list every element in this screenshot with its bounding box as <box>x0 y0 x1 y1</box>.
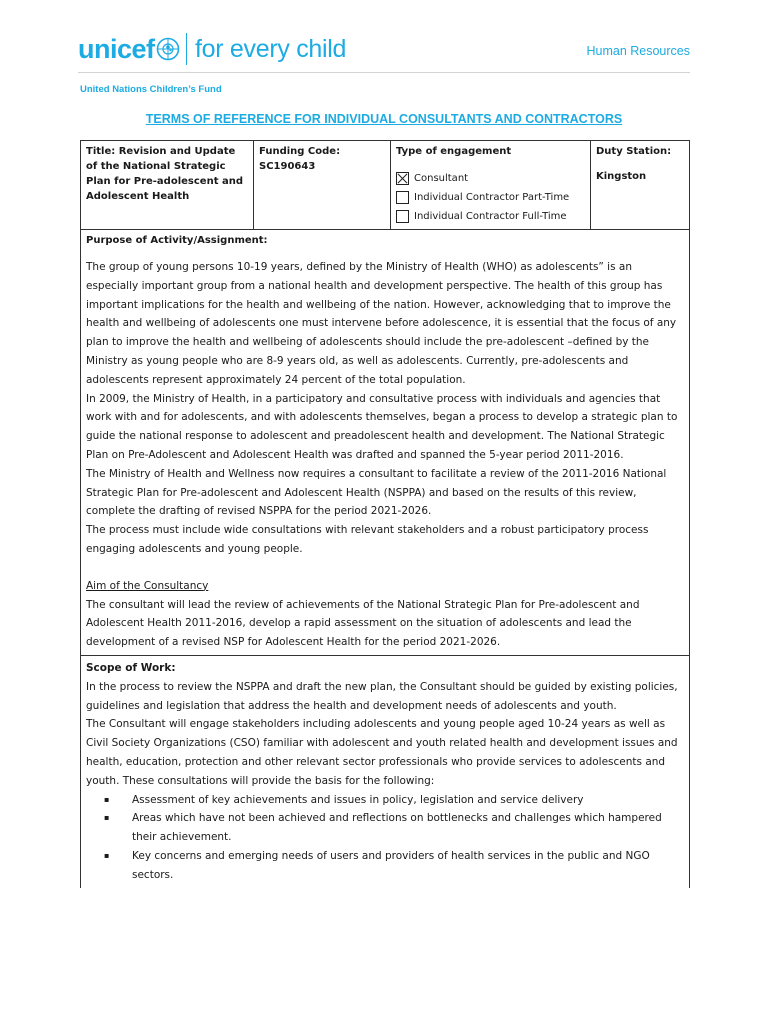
purpose-paragraph: In 2009, the Ministry of Health, in a participatory and consultative process with individuals and agencies that work with and for adolescents, and with adolescents themselves, began a process to develop a strategic plan to guide the national response to adolescent and preadolescent health and development. The National Strategic Plan on Pre-Adolescent and Adolescent Health was drafted and spanned the 5-year period 2011-2016. <box>86 392 678 461</box>
purpose-paragraph: The Ministry of Health and Wellness now requires a consultant to facilitate a review of the 2011-2016 National Strategic Plan for Pre-adolescent and Adolescent Health (NSPPA) and based on the results of this review, complete the drafting of revised NSPPA for the period 2021-2026. <box>86 467 667 518</box>
purpose-paragraph: The group of young persons 10-19 years, defined by the Ministry of Health (WHO) as adolescents” is an especially important group from a national health and development perspective. The health of this group has important implications for the health and wellbeing of the nation. However, acknowledging that to improve the health and wellbeing of adolescents one must intervene before adolescence, it is essential that the focus of any plan to improve the health and wellbeing of adolescents should include the pre-adolescent –defined by the Ministry as young people who are 8-9 years old, as well as adolescents. Currently, pre-adolescents and adolescents represent approximately 24 percent of the total population. <box>86 261 677 386</box>
assignment-title: Title: Revision and Update of the National Strategic Plan for Pre-adolescent and Adolescent Health <box>86 146 243 202</box>
terms-of-reference-table <box>80 140 690 888</box>
unicef-logo <box>78 32 346 66</box>
engagement-cell <box>391 141 591 230</box>
page-header <box>78 30 690 74</box>
scope-paragraph: The Consultant will engage stakeholders including adolescents and young people aged 10-24 years as well as Civil Society Organizations (CSO) familiar with adolescent and youth related health and development issues and health, education, protection and other relevant sector professionals who provide services to adolescents and youth. These consultations will provide the basis for the following: <box>86 718 678 787</box>
engagement-option-full-time[interactable] <box>396 207 585 226</box>
duty-station-cell <box>591 141 690 230</box>
purpose-cell <box>81 230 690 656</box>
option-label: Individual Contractor Part-Time <box>414 192 570 203</box>
organization-name: United Nations Children’s Fund <box>80 84 222 95</box>
funding-cell <box>254 141 391 230</box>
scope-heading: Scope of Work: <box>86 661 176 674</box>
scope-paragraph: In the process to review the NSPPA and draft the new plan, the Consultant should be guided by existing policies, guidelines and legislation that address the health and development needs of adolescents and youth. <box>86 680 678 712</box>
document-title: TERMS OF REFERENCE FOR INDIVIDUAL CONSULTANTS AND CONTRACTORS <box>145 112 623 126</box>
department-label: Human Resources <box>586 44 690 58</box>
engagement-option-part-time[interactable] <box>396 188 585 207</box>
aim-paragraph: The consultant will lead the review of achievements of the National Strategic Plan for Pre-adolescent and Adolescent Health 2011-2016, develop a rapid assessment on the situation of adolescents and lead the development of a revised NSP for Adolescent Health for the period 2021-2026. <box>86 598 640 649</box>
scope-row <box>81 655 690 887</box>
purpose-paragraph: The process must include wide consultations with relevant stakeholders and a robust participatory process engaging adolescents and young people. <box>86 524 649 555</box>
list-item: ▪ Key concerns and emerging needs of users and providers of health services in the public and NGO sectors. <box>128 847 684 885</box>
aim-heading: Aim of the Consultancy <box>86 579 209 592</box>
checkbox-checked-icon[interactable] <box>396 172 409 185</box>
header-divider <box>78 72 690 73</box>
duty-station-label: Duty Station: <box>596 146 672 157</box>
scope-cell <box>81 655 690 887</box>
spacer <box>86 559 684 577</box>
logo-separator <box>186 33 188 65</box>
list-item: ▪ Assessment of key achievements and issues in policy, legislation and service delivery <box>128 791 684 810</box>
unicef-emblem-icon <box>156 37 180 61</box>
purpose-row <box>81 230 690 656</box>
logo-word: unicef <box>78 34 155 64</box>
list-item: ▪ Areas which have not been achieved and reflections on bottlenecks and challenges which hampered their achievement. <box>128 809 684 847</box>
scope-bullet-list <box>86 791 684 885</box>
title-cell <box>81 141 254 230</box>
duty-station-value: Kingston <box>596 171 647 182</box>
logo-tagline: for every child <box>195 35 347 63</box>
option-label: Consultant <box>414 173 469 184</box>
purpose-heading: Purpose of Activity/Assignment: <box>86 235 268 246</box>
checkbox-icon[interactable] <box>396 191 409 204</box>
engagement-option-consultant[interactable] <box>396 169 585 188</box>
info-row <box>81 141 690 230</box>
option-label: Individual Contractor Full-Time <box>414 211 567 222</box>
engagement-label: Type of engagement <box>396 146 512 157</box>
funding-code: SC190643 <box>259 161 316 172</box>
checkbox-icon[interactable] <box>396 210 409 223</box>
funding-label: Funding Code: <box>259 146 341 157</box>
